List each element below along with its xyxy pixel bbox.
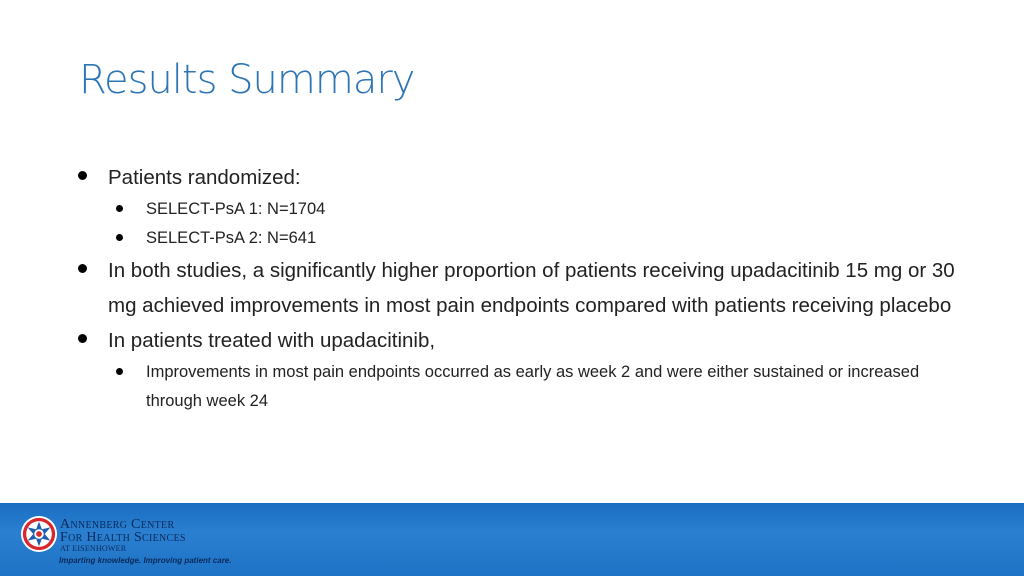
bullet-text: In patients treated with upadacitinib, [108,329,436,352]
sub-bullet-text: SELECT-PsA 2: N=641 [146,229,317,247]
sub-bullet-item [116,195,978,224]
slide-title: Results Summary [79,57,415,103]
annenberg-logo [20,515,320,573]
bullet-item [78,323,978,416]
bullet-dot-icon [78,334,87,343]
logo-line-2: For Health Sciences [60,530,186,545]
bullet-dot-icon [116,205,123,212]
bullet-item [78,160,978,253]
sub-bullet-item [116,224,978,253]
logo-wordmark [60,518,186,554]
bullet-dot-icon [116,368,123,375]
logo-line-1: Annenberg Center [60,517,175,532]
bullet-dot-icon [116,234,123,241]
slide-body [78,160,978,416]
bullet-dot-icon [78,171,87,180]
bullet-dot-icon [78,264,87,273]
sub-bullet-list [116,195,978,253]
bullet-text: Patients randomized: [108,166,301,189]
sub-bullet-text: SELECT-PsA 1: N=1704 [146,200,326,218]
star-seal-icon [20,515,58,553]
bullet-text: In both studies, a significantly higher proportion of patients receiving upadacitinib 15 mg or 30 mg achieved improvements in most pain endpoints compared with patients receiving placebo [108,259,955,317]
sub-bullet-list [116,358,978,416]
bullet-list [78,160,978,416]
sub-bullet-item [116,358,978,416]
logo-tagline: Imparting knowledge. Improving patient care. [59,556,232,565]
sub-bullet-text: Improvements in most pain endpoints occurred as early as week 2 and were either sustained or increased through week 24 [146,363,920,410]
bullet-item [78,253,978,323]
logo-line-3: AT EISENHOWER [60,544,127,553]
